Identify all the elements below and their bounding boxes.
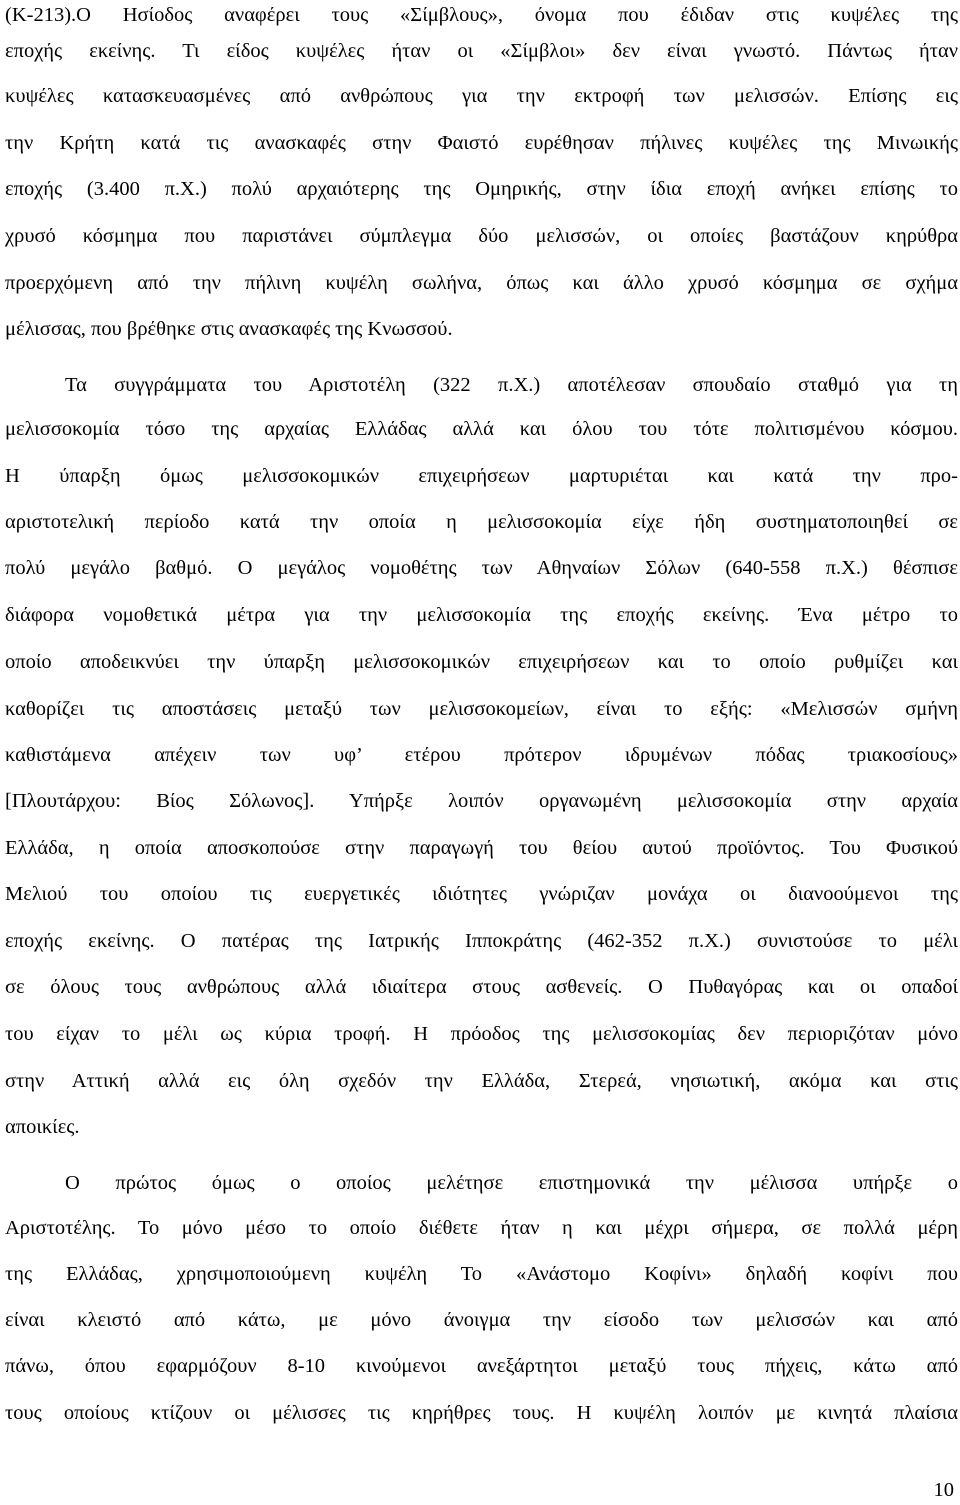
text-line: Μελιού του οποίου τις ευεργετικές ιδιότητες γνώριζαν μονάχα οι διανοούμενοι της bbox=[5, 883, 958, 905]
text-line: μέλισσας, που βρέθηκε στις ανασκαφές της Κνωσσού. bbox=[5, 318, 453, 340]
text-line: αριστοτελική περίοδο κατά την οποία η μελισσοκομία είχε ήδη συστηματοποιηθεί σε bbox=[5, 511, 958, 533]
text-line: (Κ-213).Ο Ησίοδος αναφέρει τους «Σίμβλους», όνομα που έδιδαν στις κυψέλες της bbox=[5, 4, 958, 26]
text-line: διάφορα νομοθετικά μέτρα για την μελισσοκομία της εποχής εκείνης. Ένα μέτρο το bbox=[5, 604, 958, 626]
text-line: Αριστοτέλης. Το μόνο μέσο το οποίο διέθετε ήταν η και μέχρι σήμερα, σε πολλά μέρη bbox=[5, 1217, 958, 1239]
text-line: πάνω, όπου εφαρμόζουν 8-10 κινούμενοι ανεξάρτητοι μεταξύ τους πήχεις, κάτω από bbox=[5, 1355, 958, 1377]
text-line: Ελλάδα, η οποία αποσκοπούσε στην παραγωγή του θείου αυτού προϊόντος. Του Φυσικού bbox=[5, 837, 958, 859]
text-line: οποίο αποδεικνύει την ύπαρξη μελισσοκομικών επιχειρήσεων και το οποίο ρυθμίζει και bbox=[5, 651, 958, 673]
page-number: 10 bbox=[933, 1479, 954, 1501]
text-line: αποικίες. bbox=[5, 1116, 80, 1138]
text-line: κυψέλες κατασκευασμένες από ανθρώπους για την εκτροφή των μελισσών. Επίσης εις bbox=[5, 85, 958, 107]
text-line: προερχόμενη από την πήλινη κυψέλη σωλήνα, όπως και άλλο χρυσό κόσμημα σε σχήμα bbox=[5, 272, 958, 294]
text-line: Τα συγγράμματα του Αριστοτέλη (322 π.Χ.) αποτέλεσαν σπουδαίο σταθμό για τη bbox=[65, 374, 958, 396]
text-line: εποχής (3.400 π.Χ.) πολύ αρχαιότερης της Ομηρικής, στην ίδια εποχή ανήκει επίσης το bbox=[5, 178, 958, 200]
text-line: της Ελλάδας, χρησιμοποιούμενη κυψέλη Το «Ανάστομο Κοφίνι» δηλαδή κοφίνι που bbox=[5, 1263, 958, 1285]
text-line: πολύ μεγάλο βαθμό. Ο μεγάλος νομοθέτης των Αθηναίων Σόλων (640-558 π.Χ.) θέσπισε bbox=[5, 557, 958, 579]
text-line: καθορίζει τις αποστάσεις μεταξύ των μελισσοκομείων, είναι το εξής: «Μελισσών σμήνη bbox=[5, 698, 958, 720]
text-line: Η ύπαρξη όμως μελισσοκομικών επιχειρήσεων μαρτυριέται και κατά την προ- bbox=[5, 465, 958, 487]
text-line: καθιστάμενα απέχειν των υφ’ ετέρου πρότερον ιδρυμένων πόδας τριακοσίους» bbox=[5, 744, 958, 766]
text-line: Ο πρώτος όμως ο οποίος μελέτησε επιστημονικά την μέλισσα υπήρξε ο bbox=[65, 1172, 958, 1194]
text-line: τους οποίους κτίζουν οι μέλισσες τις κηρήθρες τους. Η κυψέλη λοιπόν με κινητά πλαίσια bbox=[5, 1402, 958, 1424]
text-line: του είχαν το μέλι ως κύρια τροφή. Η πρόοδος της μελισσοκομίας δεν περιοριζόταν μόνο bbox=[5, 1023, 958, 1045]
text-line: εποχής εκείνης. Ο πατέρας της Ιατρικής Ιπποκράτης (462-352 π.Χ.) συνιστούσε το μέλι bbox=[5, 930, 958, 952]
text-line: σε όλους τους ανθρώπους αλλά ιδιαίτερα στους ασθενείς. Ο Πυθαγόρας και οι οπαδοί bbox=[5, 976, 958, 998]
text-line: είναι κλειστό από κάτω, με μόνο άνοιγμα την είσοδο των μελισσών και από bbox=[5, 1309, 958, 1331]
text-line: την Κρήτη κατά τις ανασκαφές στην Φαιστό ευρέθησαν πήλινες κυψέλες της Μινωικής bbox=[5, 132, 958, 154]
text-line: [Πλουτάρχου: Βίος Σόλωνος]. Υπήρξε λοιπόν οργανωμένη μελισσοκομία στην αρχαία bbox=[5, 790, 958, 812]
text-line: εποχής εκείνης. Τι είδος κυψέλες ήταν οι «Σίμβλοι» δεν είναι γνωστό. Πάντως ήταν bbox=[5, 40, 958, 62]
text-line: μελισσοκομία τόσο της αρχαίας Ελλάδας αλλά και όλου του τότε πολιτισμένου κόσμου. bbox=[5, 418, 958, 440]
text-line: χρυσό κόσμημα που παριστάνει σύμπλεγμα δύο μελισσών, οι οποίες βαστάζουν κηρύθρα bbox=[5, 225, 958, 247]
text-line: στην Αττική αλλά εις όλη σχεδόν την Ελλάδα, Στερεά, νησιωτική, ακόμα και στις bbox=[5, 1070, 958, 1092]
